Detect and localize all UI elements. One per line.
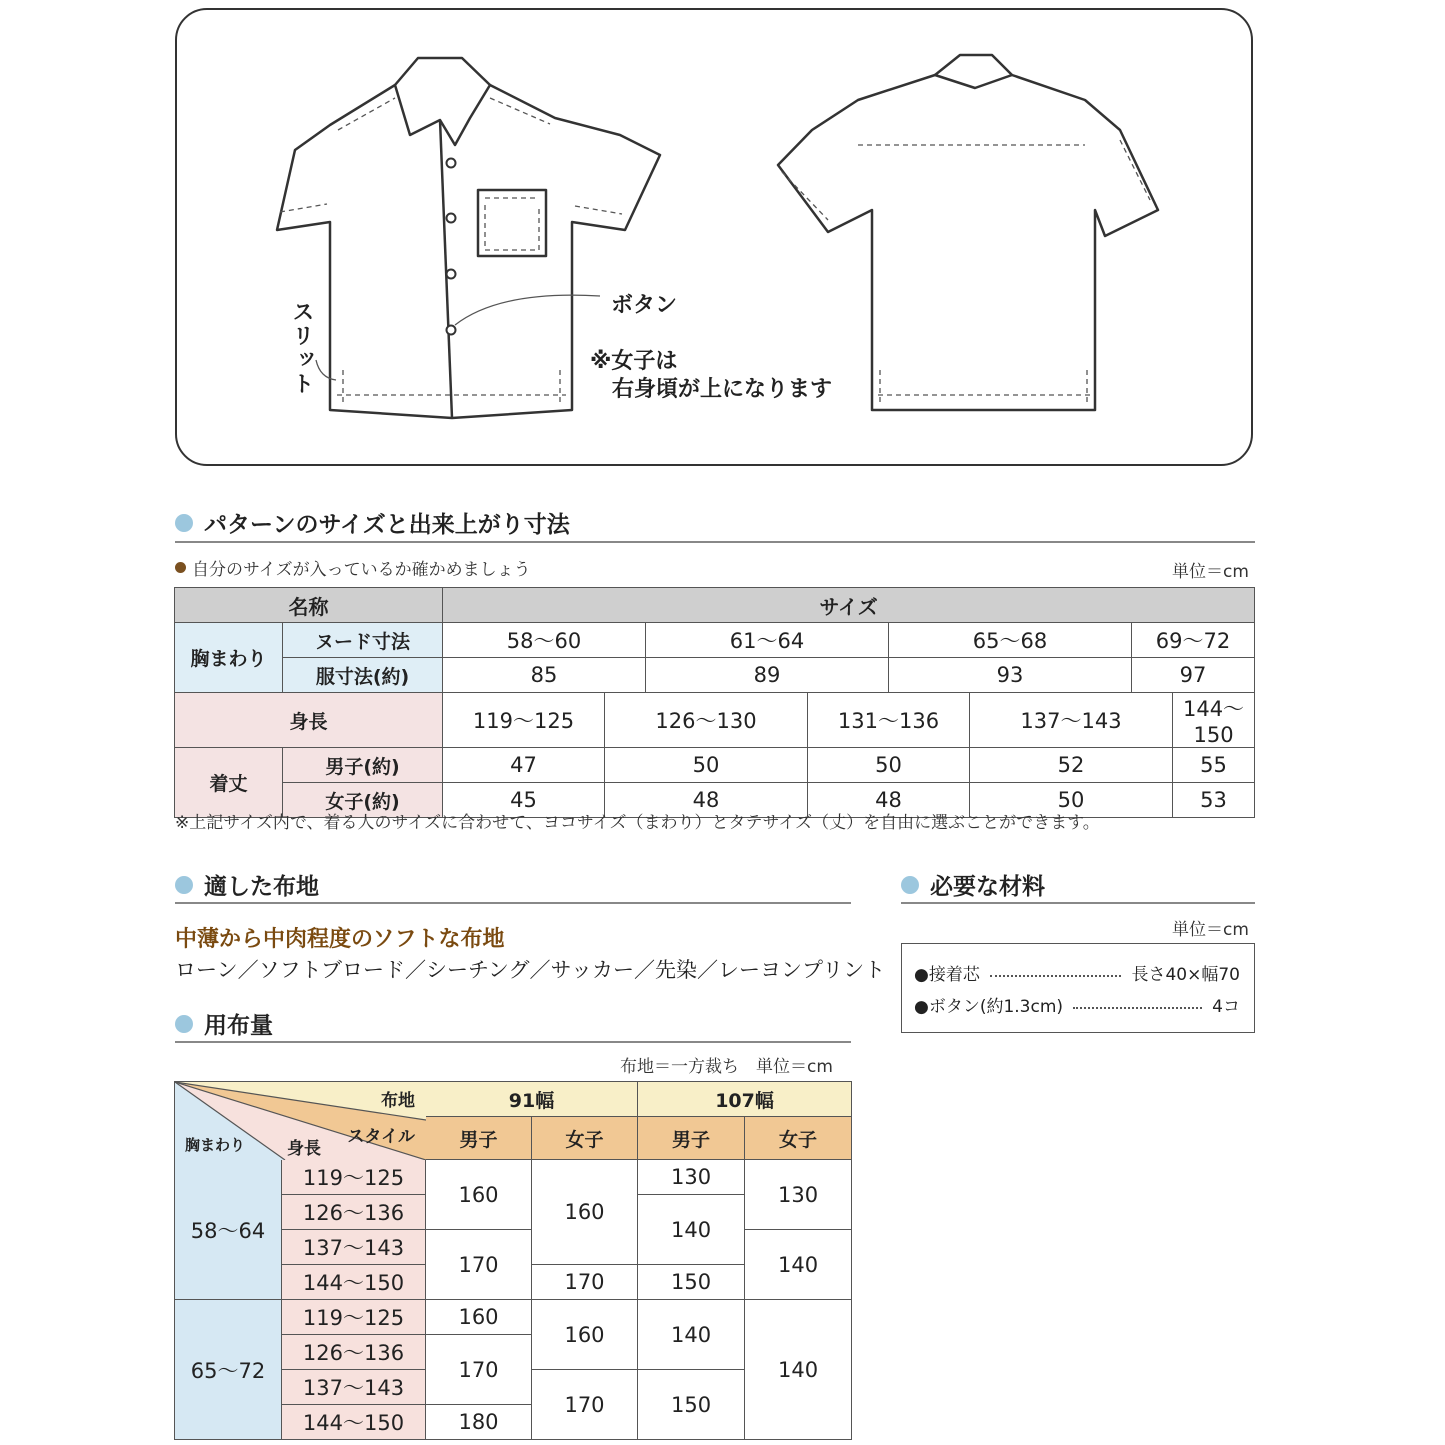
button-icon — [447, 159, 456, 168]
pattern-section-title: パターンのサイズと出来上がり寸法 — [175, 506, 570, 539]
back-shirt-body-icon — [778, 75, 1158, 410]
girls-length-cell: 53 — [1173, 783, 1255, 818]
button-icon — [447, 326, 456, 335]
yardage-cell: 180 — [426, 1405, 532, 1440]
height-cell: 119〜125 — [282, 1160, 426, 1195]
chest-nude-cell: 69〜72 — [1132, 623, 1255, 658]
pocket-icon — [478, 190, 546, 256]
height-label: 身長 — [175, 693, 443, 748]
materials-box — [901, 943, 1255, 1033]
fabric-section-title: 適した布地 — [175, 868, 319, 901]
yardage-cell: 160 — [426, 1160, 532, 1230]
height-cell: 144〜150 — [1173, 693, 1255, 748]
fabric-subtitle: 中薄から中肉程度のソフトな布地 — [175, 927, 505, 952]
yardage-note: 布地＝一方裁ち 単位＝cm — [620, 1057, 833, 1077]
bullet-icon — [175, 514, 193, 532]
size-unit: 単位＝cm — [1172, 562, 1249, 582]
button-icon — [447, 270, 456, 279]
button-label: ボタン — [611, 293, 678, 318]
chest-label: 胸まわり — [175, 623, 283, 693]
yardage-cell: 150 — [638, 1370, 745, 1440]
bullet-icon — [901, 876, 919, 894]
height-cell: 119〜125 — [443, 693, 605, 748]
height-cell: 144〜150 — [282, 1265, 426, 1300]
width-91-header: 91幅 — [426, 1082, 638, 1117]
height-cell: 144〜150 — [282, 1405, 426, 1440]
note-line2: 右身頃が上になります — [612, 377, 833, 402]
chest-nude-cell: 58〜60 — [443, 623, 646, 658]
chest-garment-cell: 85 — [443, 658, 646, 693]
materials-unit: 単位＝cm — [1172, 920, 1249, 940]
bullet-icon — [175, 876, 193, 894]
yardage-table — [174, 1081, 852, 1440]
girls-header: 女子 — [745, 1117, 852, 1160]
divider — [175, 902, 851, 904]
dotted-leader — [990, 974, 1122, 977]
button-icon — [447, 214, 456, 223]
header-size: サイズ — [443, 588, 1255, 623]
fabric-list: ローン／ソフトブロード／シーチング／サッカー／先染／レーヨンプリント — [175, 958, 886, 982]
bullet-icon — [175, 1015, 193, 1033]
yardage-corner-cell: 布地 スタイル 身長 胸まわり — [175, 1082, 426, 1160]
boys-label: 男子(約) — [283, 748, 443, 783]
yardage-section-title: 用布量 — [175, 1007, 273, 1040]
boys-length-cell: 50 — [605, 748, 808, 783]
yardage-cell: 160 — [532, 1300, 638, 1370]
nude-label: ヌード寸法 — [283, 623, 443, 658]
height-cell: 137〜143 — [970, 693, 1173, 748]
yardage-cell: 140 — [638, 1300, 745, 1370]
girls-length-cell: 48 — [808, 783, 970, 818]
boys-length-cell: 52 — [970, 748, 1173, 783]
yardage-cell: 150 — [638, 1265, 745, 1300]
yardage-cell: 170 — [532, 1265, 638, 1300]
yardage-cell: 140 — [638, 1195, 745, 1265]
boys-header: 男子 — [638, 1117, 745, 1160]
divider — [175, 541, 1255, 543]
girls-length-cell: 45 — [443, 783, 605, 818]
height-cell: 126〜130 — [605, 693, 808, 748]
slit-label: スリット — [289, 300, 314, 396]
boys-length-cell: 55 — [1173, 748, 1255, 783]
chest-group-cell: 65〜72 — [175, 1300, 282, 1440]
width-107-header: 107幅 — [638, 1082, 852, 1117]
yardage-cell: 160 — [532, 1160, 638, 1265]
yardage-cell: 170 — [426, 1230, 532, 1300]
garment-label: 服寸法(約) — [283, 658, 443, 693]
chest-nude-cell: 65〜68 — [889, 623, 1132, 658]
size-hint: 自分のサイズが入っているか確かめましょう — [175, 555, 531, 580]
bullet-icon — [175, 562, 186, 573]
chest-nude-cell: 61〜64 — [646, 623, 889, 658]
material-item: ●接着芯 長さ40×幅70 — [914, 964, 1240, 985]
yardage-cell: 130 — [638, 1160, 745, 1195]
boys-length-cell: 50 — [808, 748, 970, 783]
chest-group-cell: 58〜64 — [175, 1160, 282, 1300]
girls-header: 女子 — [532, 1117, 638, 1160]
yardage-cell: 140 — [745, 1300, 852, 1440]
boys-header: 男子 — [426, 1117, 532, 1160]
yardage-cell: 170 — [426, 1335, 532, 1405]
height-cell: 131〜136 — [808, 693, 970, 748]
yardage-cell: 160 — [426, 1300, 532, 1335]
material-item: ●ボタン(約1.3cm) 4コ — [914, 996, 1240, 1017]
divider — [901, 902, 1255, 904]
chest-garment-cell: 89 — [646, 658, 889, 693]
height-cell: 126〜136 — [282, 1335, 426, 1370]
chest-garment-cell: 93 — [889, 658, 1132, 693]
girls-length-cell: 50 — [970, 783, 1173, 818]
size-footnote: ※上記サイズ内で、着る人のサイズに合わせて、ヨコサイズ（まわり）とタテサイズ（丈）を自由に選ぶことができます。 — [175, 813, 1100, 833]
chest-garment-cell: 97 — [1132, 658, 1255, 693]
height-cell: 137〜143 — [282, 1230, 426, 1265]
yardage-cell: 130 — [745, 1160, 852, 1230]
yardage-cell: 140 — [745, 1230, 852, 1300]
header-name: 名称 — [175, 588, 443, 623]
boys-length-cell: 47 — [443, 748, 605, 783]
dotted-leader — [1073, 1006, 1202, 1009]
height-cell: 126〜136 — [282, 1195, 426, 1230]
yardage-cell: 170 — [532, 1370, 638, 1440]
height-cell: 137〜143 — [282, 1370, 426, 1405]
length-label: 着丈 — [175, 748, 283, 818]
height-cell: 119〜125 — [282, 1300, 426, 1335]
materials-section-title: 必要な材料 — [901, 868, 1045, 901]
shirt-illustration — [0, 0, 1445, 480]
divider — [175, 1041, 851, 1043]
girls-label: 女子(約) — [283, 783, 443, 818]
size-table — [174, 587, 1255, 818]
girls-length-cell: 48 — [605, 783, 808, 818]
note-line1: ※女子は — [590, 349, 678, 374]
